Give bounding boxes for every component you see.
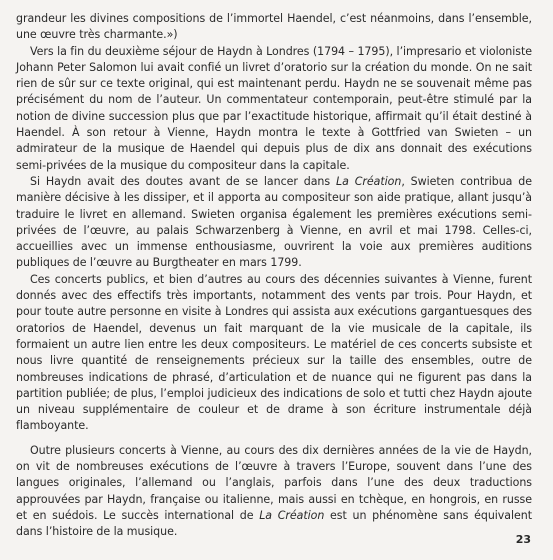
text-run: est un phénomène sans équivalent dans l’histoire de la musique. bbox=[16, 508, 532, 539]
text-run: Si Haydn avait des doutes avant de se lancer dans bbox=[30, 174, 336, 188]
text-run: Vers la fin du deuxième séjour de Haydn à Londres (1794 – 1795), l’impresario et violoniste Johann Peter Salomon lui avait confié un livret d’oratorio sur la création du monde. On ne sait rien de sûr sur ce texte original, qui est maintenant perdu. Haydn ne se souvenait même pas précisément du nom de l’auteur. Un commentateur contemporain, peut-être stimulé par la notion de divine succession plus que par l’exactitude historique, affirmait qu’il était destiné à Haendel. À son retour à Vienne, Haydn montra le texte à Gottfried van Swieten – un admirateur de la musique de Haendel qui depuis plus de dix ans donnait des exécutions semi-privées de la musique du compositeur dans la capitale. bbox=[16, 44, 532, 172]
text-run: Outre plusieurs concerts à Vienne, au cours des dix dernières années de la vie de Haydn, on vit de nombreuses exécutions de l’œuvre à travers l’Europe, souvent dans l’une des langues originales, l’allemand ou l’anglais, parfois dans l’une des deux traductions approuvées par Haydn, française ou italienne, mais aussi en tchèque, en hongrois, en russe et en suédois. Le succès international de bbox=[16, 443, 532, 522]
body-text bbox=[16, 11, 532, 541]
italic-title: La Création bbox=[336, 174, 402, 188]
text-run: , Swieten contribua de manière décisive à les dissiper, et il apporta au compositeur son aide pratique, allant jusqu’à traduire le livret en allemand. Swieten organisa également les premières exécutions semi-privées de l’œuvre, au palais Schwarzenberg à Vienne, en avril et mai 1798. Celles-ci, accueillies avec un immense enthousiasme, ouvrirent la voie aux premières auditions publiques de l’œuvre au Burgtheater en mars 1799. bbox=[16, 174, 532, 270]
text-run: grandeur les divines compositions de l’immortel Haendel, c’est néanmoins, dans l’ensemble, une œuvre très charmante.») bbox=[16, 12, 532, 42]
page-number: 23 bbox=[515, 533, 531, 546]
paragraph-public-concerts bbox=[16, 272, 532, 435]
paragraph-international-success bbox=[16, 443, 532, 541]
italic-title: La Création bbox=[259, 508, 325, 522]
paragraph-london-stay bbox=[16, 44, 532, 174]
paragraph-quote-end bbox=[16, 11, 532, 44]
paragraph-swieten bbox=[16, 174, 532, 272]
text-run: Ces concerts publics, et bien d’autres au cours des décennies suivantes à Vienne, furent donnés avec des effectifs très importants, notamment des vents par trois. Pour Haydn, et pour toute autre personne en visite à Londres qui assista aux exécutions gargantuesques des oratorios de Haendel, devenus un fait marquant de la vie musicale de la capitale, ils formaient un autre lien entre les deux compositeurs. Le matériel de ces concerts subsiste et nous livre quantité de renseignements précieux sur la taille des ensembles, outre de nombreuses indications de phrasé, d’articulation et de nuance qui ne figurent pas dans la partition publiée; de plus, l’emploi judicieux des indications de solo et tutti chez Haydn ajoute un niveau supplémentaire de couleur et de drame à son écriture instrumentale déjà flamboyante. bbox=[16, 272, 532, 433]
